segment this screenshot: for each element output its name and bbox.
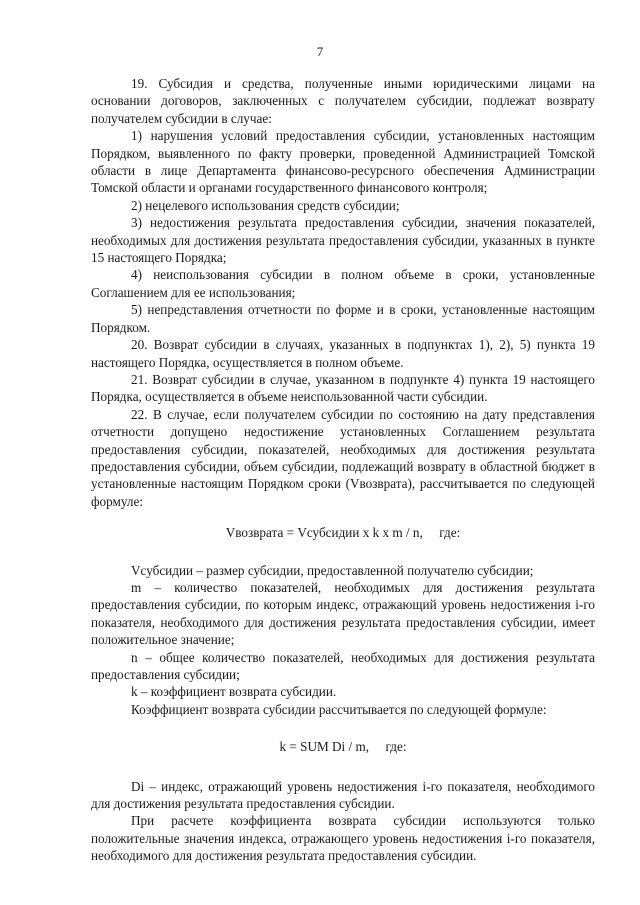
paragraph-20: 20. Возврат субсидии в случаях, указанных в подпунктах 1), 2), 5) пункта 19 настоящего Порядка, осуществляется в полном объеме. — [91, 337, 595, 370]
definition-n: n – общее количество показателей, необходимых для достижения результата предоставления субсидии; — [91, 649, 595, 682]
definition-m: m – количество показателей, необходимых для достижения результата предоставления субсидии, по которым индекс, отражающий уровень недостижения i-го показателя, необходимого для достижения результата предоставления субсидии, имеет положительное значение; — [91, 579, 595, 648]
formula-refund: Vвозврата = Vсубсидии x k x m / n, где: — [225, 525, 461, 541]
document-body — [91, 75, 595, 865]
formula-coefficient: k = SUM Di / m, где: — [279, 739, 407, 755]
paragraph-21: 21. Возврат субсидии в случае, указанном в подпункте 4) пункта 19 настоящего Порядка, осуществляется в объеме неиспользованной части субсидии. — [91, 371, 595, 405]
paragraph-22: 22. В случае, если получателем субсидии по состоянию на дату представления отчетности допущено недостижение установленных Соглашением результата предоставления субсидии, показателей, необходимых для достижения результата предоставления субсидии, объем субсидии, подлежащий возврату в областной бюджет в установленные настоящим Порядком сроки (Vвозврата), рассчитывается по следующей формуле: — [91, 406, 595, 509]
definition-di: Di – индекс, отражающий уровень недостижения i-го показателя, необходимого для достижения результата предоставления субсидии. — [91, 778, 595, 812]
paragraph-19-item-5: 5) непредставления отчетности по форме и в сроки, установленные настоящим Порядком. — [91, 302, 595, 335]
coefficient-note: При расчете коэффициента возврата субсидии используются только положительные значения индекса, отражающего уровень недостижения i-го показателя, необходимого для достижения результата предоставления субсидии. — [91, 813, 595, 864]
paragraph-19-item-4: 4) неиспользования субсидии в полном объеме в сроки, установленные Соглашением для ее использования; — [91, 267, 595, 300]
definition-v-subsidy: Vсубсидии – размер субсидии, предоставленной получателю субсидии; — [131, 562, 534, 578]
paragraph-19-item-2: 2) нецелевого использования средств субсидии; — [131, 197, 400, 213]
paragraph-19-item-1: 1) нарушения условий предоставления субсидии, установленных настоящим Порядком, выявленного по факту проверки, проведенной Администрацией Томской области в лице Департамента финансово-ресурсного обеспечения Администрации Томской области и органами государственного финансового контроля; — [91, 128, 595, 196]
definition-k: k – коэффициент возврата субсидии. — [131, 684, 337, 700]
k-formula-intro: Коэффициент возврата субсидии рассчитывается по следующей формуле: — [131, 701, 547, 717]
paragraph-19-item-3: 3) недостижения результата предоставления субсидии, значения показателей, необходимых для достижения результата предоставления субсидии, указанных в пункте 15 настоящего Порядка; — [91, 215, 595, 266]
page-number: 7 — [316, 44, 324, 59]
paragraph-19: 19. Субсидия и средства, полученные иными юридическими лицами на основании договоров, заключенных с получателем субсидии, подлежат возврату получателем субсидии в случае: — [91, 76, 595, 126]
